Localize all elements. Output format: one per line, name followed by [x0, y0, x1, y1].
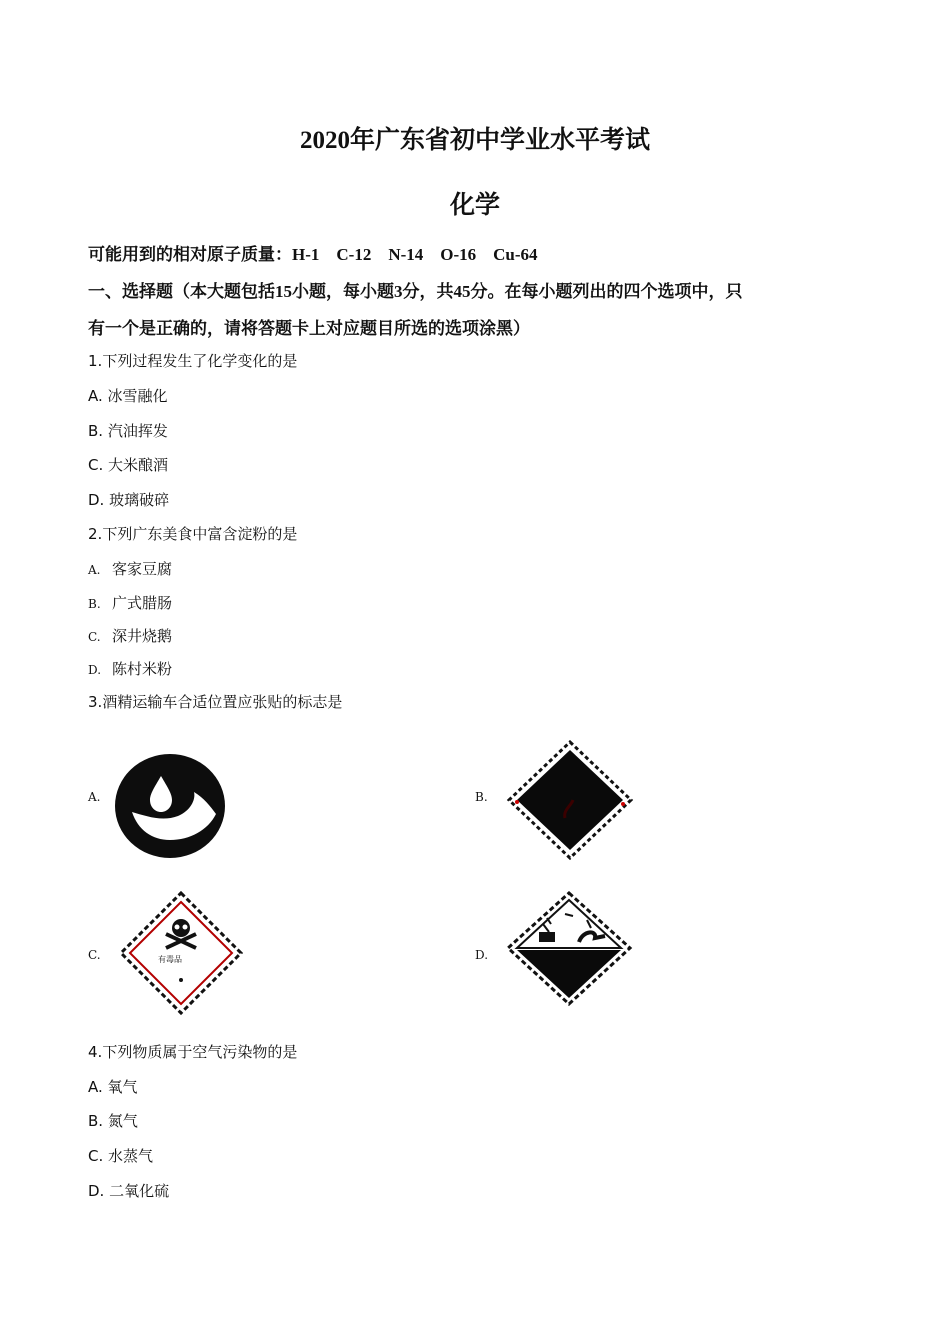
question-stem: 酒精运输车合适位置应张贴的标志是: [102, 693, 343, 711]
q2-option-d[interactable]: [88, 658, 172, 679]
option-text: 氮气: [107, 1112, 138, 1130]
option-text: 客家豆腐: [112, 560, 173, 578]
option-letter: B.: [88, 597, 101, 611]
question-number: 3.: [88, 693, 103, 711]
option-text: 汽油挥发: [107, 422, 168, 440]
option-letter: D.: [88, 1182, 105, 1200]
toxic-sign-label: 有毒品: [158, 955, 182, 964]
question-2: [88, 523, 297, 544]
question-number: 4.: [88, 1043, 103, 1061]
option-letter: A.: [88, 1078, 103, 1096]
q1-option-d[interactable]: [88, 489, 169, 510]
q3-option-d[interactable]: [475, 890, 675, 1020]
option-letter: B.: [475, 790, 488, 804]
toxic-sign-icon: [118, 890, 244, 1016]
option-letter: C.: [88, 948, 101, 962]
q3-option-a[interactable]: [88, 750, 288, 865]
option-letter: C.: [88, 1147, 104, 1165]
q4-option-b[interactable]: [88, 1110, 138, 1131]
q1-option-a[interactable]: [88, 385, 168, 406]
option-text: 陈村米粉: [112, 660, 173, 678]
option-text: 氧气: [107, 1078, 138, 1096]
option-text: 玻璃破碎: [109, 491, 170, 509]
question-3: [88, 691, 342, 712]
question-stem: 下列过程发生了化学变化的是: [102, 352, 298, 370]
option-text: 冰雪融化: [107, 387, 168, 405]
option-letter: A.: [88, 563, 101, 577]
q1-option-c[interactable]: [88, 454, 168, 475]
q2-option-b[interactable]: [88, 592, 172, 613]
q1-option-b[interactable]: [88, 420, 168, 441]
question-stem: 下列物质属于空气污染物的是: [102, 1043, 298, 1061]
subject-title: 化学: [449, 192, 500, 219]
flammable-sign-icon: [505, 740, 635, 862]
corrosive-sign-icon: [505, 890, 633, 1008]
question-number: 2.: [88, 525, 103, 543]
option-letter: A.: [88, 790, 101, 804]
option-letter: B.: [88, 422, 104, 440]
exam-title: 2020年广东省初中学业水平考试: [299, 127, 650, 154]
question-4: [88, 1041, 297, 1062]
option-letter: B.: [88, 1112, 104, 1130]
option-letter: D.: [475, 948, 489, 962]
option-text: 大米酿酒: [108, 456, 169, 474]
option-text: 水蒸气: [108, 1147, 154, 1165]
q4-option-d[interactable]: [88, 1180, 169, 1201]
question-number: 1.: [88, 352, 103, 370]
q3-option-c[interactable]: [88, 890, 288, 1020]
option-letter: D.: [88, 663, 102, 677]
q2-option-c[interactable]: [88, 625, 172, 646]
q4-option-a[interactable]: [88, 1076, 138, 1097]
section-heading-line1: 一、选择题（本大题包括15小题，每小题3分，共45分。在每小题列出的四个选项中，只: [88, 282, 743, 301]
question-stem: 下列广东美食中富含淀粉的是: [102, 525, 298, 543]
section-heading-line2: 有一个是正确的，请将答题卡上对应题目所选的选项涂黑）: [88, 319, 530, 338]
option-letter: C.: [88, 456, 104, 474]
option-text: 广式腊肠: [112, 594, 173, 612]
question-1: [88, 350, 297, 371]
option-text: 深井烧鹅: [112, 627, 173, 645]
atomic-masses: 可能用到的相对原子质量：H-1 C-12 N-14 O-16 Cu-64: [88, 245, 538, 264]
q4-option-c[interactable]: [88, 1145, 153, 1166]
option-text: 二氧化硫: [109, 1182, 170, 1200]
option-letter: C.: [88, 630, 101, 644]
option-letter: D.: [88, 491, 105, 509]
q3-option-b[interactable]: [475, 740, 675, 865]
q2-option-a[interactable]: [88, 558, 172, 579]
water-saving-sign-icon: [112, 750, 228, 862]
option-letter: A.: [88, 387, 103, 405]
